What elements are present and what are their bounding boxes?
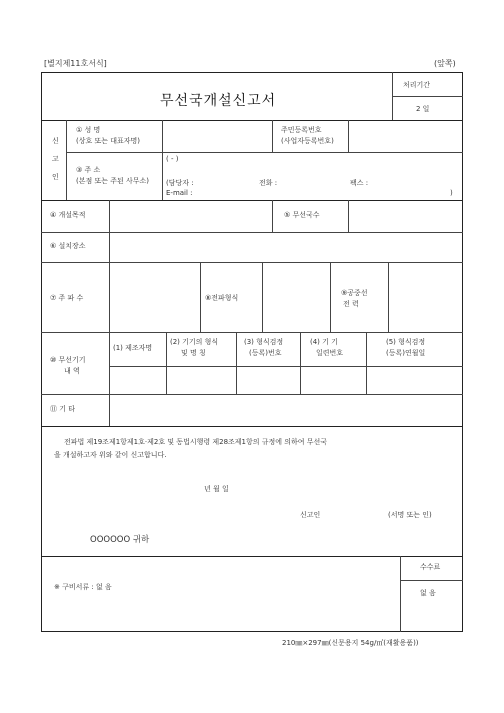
recipient: OOOOOO 귀하 <box>90 535 150 545</box>
manufacturer-field[interactable] <box>110 367 165 393</box>
other-label: ⑪ 기 타 <box>50 405 75 413</box>
applicant-label-1: 신 <box>52 137 59 145</box>
phone-label: 전화 : <box>259 179 278 187</box>
emission-type-label: ⑧전파형식 <box>205 294 239 302</box>
declarant-label: 신고인 <box>300 511 321 519</box>
antenna-power-field[interactable] <box>389 263 462 331</box>
col-cert-date-sub: (등록)연월일 <box>386 349 426 357</box>
address-field[interactable] <box>163 153 462 199</box>
declaration-line-1: 전파법 제19조제1항제1호·제2호 및 동법시행령 제28조제1항의 규정에 의하여 무선국 <box>64 438 328 446</box>
signature-label: (서명 또는 인) <box>388 511 432 519</box>
col-serial: (4) 기 기 <box>310 338 338 346</box>
regno-label-sub: (사업자등록번호) <box>281 137 334 145</box>
col-cert-number: (3) 형식검정 <box>244 338 284 346</box>
cert-number-field[interactable] <box>237 367 299 393</box>
col-manufacturer: (1) 제조자명 <box>113 344 153 352</box>
declaration-line-2: 을 개설하고자 위와 같이 신고합니다. <box>54 451 167 459</box>
paper-spec: 210㎜×297㎜(신문용지 54g/㎡(재활용품)) <box>282 639 419 647</box>
purpose-label: ④ 개설목적 <box>50 211 86 219</box>
cert-date-field[interactable] <box>367 367 462 393</box>
applicant-label-2: 고 <box>52 155 59 163</box>
processing-period-value: 2 일 <box>416 105 430 113</box>
frequency-field[interactable] <box>110 263 199 331</box>
required-documents: ※ 구비서류 : 없 음 <box>54 583 112 591</box>
postal-code: ( - ) <box>166 155 179 163</box>
regno-label: 주민등록번호 <box>281 126 322 134</box>
date-line: 년 월 일 <box>204 485 229 493</box>
address-label-sub: (본점 또는 주된 사무소) <box>76 177 149 185</box>
station-count-label: ⑤ 무선국수 <box>284 211 320 219</box>
other-field[interactable] <box>110 395 462 425</box>
equipment-row-label: ⑩ 무선기기 <box>50 356 86 364</box>
serial-field[interactable] <box>301 367 365 393</box>
form-title: 무선국개설신고서 <box>160 93 277 109</box>
equipment-row-label-sub: 내 역 <box>64 367 80 375</box>
location-field[interactable] <box>110 233 462 261</box>
close-paren: ) <box>450 189 453 197</box>
name-field[interactable] <box>163 121 271 151</box>
fee-value: 없 음 <box>420 589 436 597</box>
regno-field[interactable] <box>349 121 462 151</box>
antenna-power-label-sub: 전 력 <box>343 300 359 308</box>
purpose-field[interactable] <box>110 201 271 231</box>
address-label: ③ 주 소 <box>76 166 101 174</box>
processing-period-label: 처리기간 <box>403 81 431 89</box>
antenna-power-label: ⑨공중선 <box>341 289 368 297</box>
declarant-name-field[interactable] <box>326 506 386 522</box>
col-cert-number-sub: (등록)번호 <box>249 349 282 357</box>
emission-type-field[interactable] <box>263 263 329 331</box>
station-count-field[interactable] <box>349 201 462 231</box>
applicant-label-3: 인 <box>52 173 59 181</box>
fee-label: 수수료 <box>420 563 441 571</box>
fax-label: 팩스 : <box>350 179 369 187</box>
email-label: E-mail : <box>166 189 193 197</box>
col-model: (2) 기기의 형식 <box>170 338 219 346</box>
col-model-sub: 및 명 칭 <box>181 349 206 357</box>
name-label-sub: (상호 또는 대표자명) <box>76 137 141 145</box>
model-field[interactable] <box>167 367 235 393</box>
frequency-label: ⑦ 주 파 수 <box>50 294 84 302</box>
location-label: ⑥ 설치장소 <box>50 242 86 250</box>
contact-person-label: (담당자 : <box>166 179 194 187</box>
col-serial-sub: 일련번호 <box>316 349 344 357</box>
form-code: [별지제11호서식] <box>44 59 107 68</box>
page-side: (앞쪽) <box>434 59 456 68</box>
name-label: ① 성 명 <box>76 126 101 134</box>
col-cert-date: (5) 형식검정 <box>386 338 426 346</box>
